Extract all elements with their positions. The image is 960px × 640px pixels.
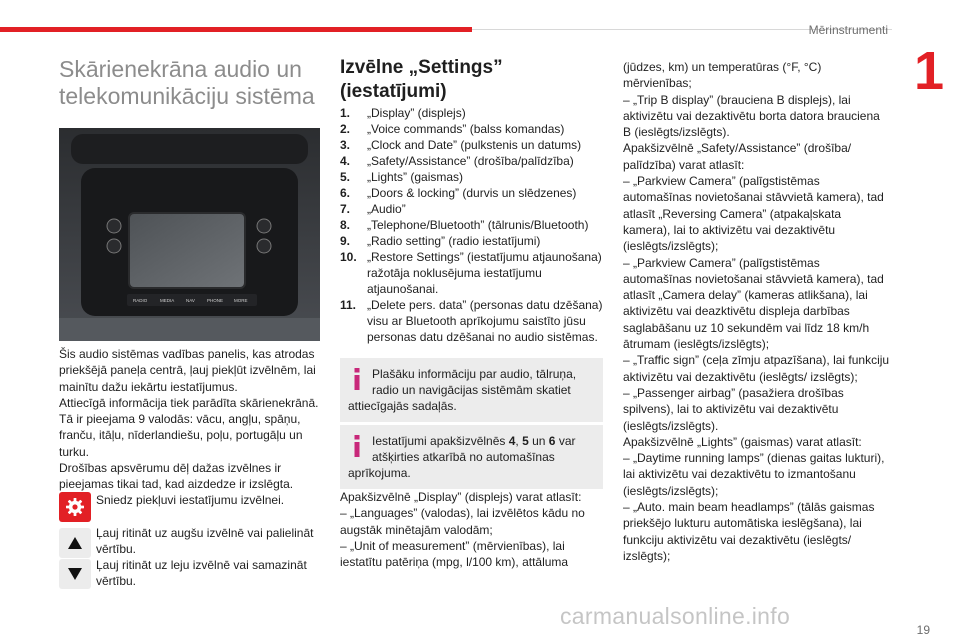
photo-button-more: MORE <box>234 298 248 303</box>
info-box <box>340 358 603 422</box>
section-title: Mērinstrumenti <box>808 23 888 37</box>
audio-panel-photo <box>59 128 320 341</box>
list-item: 5. „Lights” (gaismas) <box>340 170 464 184</box>
body-line: Apakšizvēlnē „Lights” (gaismas) varat atlasīt: <box>623 434 862 449</box>
settings-gear-icon <box>59 492 91 522</box>
left-column-body <box>59 346 329 493</box>
photo-button-nav: NAV <box>186 298 195 303</box>
body-line: – „Parkview Camera” (palīgstistēmas automašīnas novietošanai stāvvietā kamera), tad atlasīt „Reversing Camera” (atpakaļskata kamera), lai to aktivizētu vai dezaktivētu (ieslēgts/izslēgts); <box>623 174 884 254</box>
body-line: – „Daytime running lamps” (dienas gaitas lukturi), lai aktivizētu vai dezaktivētu to izmantošanu (ieslēgts/izslēgts); <box>623 451 885 498</box>
body-line: – „Parkview Camera” (palīgstistēmas automašīnas novietošanai stāvvietā kamera), tad atlasīt „Camera delay” (kameras atlikšana), lai aktivizētu vai deazktivētu displeja darbības saglabāšanu uz 10 sekundēm vai līdz 18 km/h ātrumam (ieslēgts/izslēgts); <box>623 255 884 352</box>
list-item: 1. „Display” (displejs) <box>340 106 466 120</box>
info-text: Plašāku informāciju par audio, tālruņa, radio un navigācijas sistēmām skatiet attiecīgajās sadaļās. <box>348 367 577 413</box>
list-item: 9. „Radio setting” (radio iestatījumi) <box>340 234 541 248</box>
list-item: 2. „Voice commands” (balss komandas) <box>340 122 565 136</box>
info-icon <box>350 435 364 457</box>
icon-item-text: Ļauj ritināt uz leju izvēlnē vai samazināt vērtību. <box>96 558 307 589</box>
body-line: – „Trip B display” (brauciena B displejs), lai aktivizētu vai dezaktivētu borta datora brauciena B (ieslēgts/izslēgts). <box>623 92 880 140</box>
list-item: 4. „Safety/Assistance” (drošība/palīdzība) <box>340 154 574 168</box>
middle-column-title: Izvēlne „Settings” (iestatījumi) <box>340 57 503 102</box>
info-text: Iestatījumi apakšizvēlnēs 4, 5 un 6 var atšķirties atkarībā no automašīnas aprīkojuma. <box>348 434 576 480</box>
page-number: 19 <box>916 623 930 637</box>
settings-menu-list <box>340 105 610 345</box>
photo-button-media: MEDIA <box>160 298 175 303</box>
icon-item-scroll-down <box>59 557 324 590</box>
body-line: – „Traffic sign” (ceļa zīmju atpazīšana), lai funkciju aktivizētu vai dezaktivētu (ieslēgts/ izslēgts); <box>623 353 890 384</box>
list-item: 11. „Delete pers. data” (personas datu dzēšana) visu ar Bluetooth aprīkojumu saistīto jūsu personas datu dzēšanai no audio sistēmas. <box>340 298 603 344</box>
photo-button-radio: RADIO <box>133 298 148 303</box>
list-item: 10. „Restore Settings” (iestatījumu atjaunošana) ražotāja noklusējuma iestatījumu atjaunošanai. <box>340 250 602 296</box>
body-line: – „Languages” (valodas), lai izvēlētos kādu no augstāk minētajām valodām; <box>340 506 585 537</box>
list-item: 3. „Clock and Date” (pulkstenis un datums) <box>340 138 582 152</box>
body-line: – „Unit of measurement” (mērvienības), lai iestatītu patēriņa (mpg, l/100 km), attāluma <box>340 538 569 570</box>
middle-column-body <box>340 489 610 570</box>
body-line: Apakšizvēlnē „Display” (displejs) varat atlasīt: <box>340 490 582 504</box>
arrow-up-icon <box>59 528 91 558</box>
chapter-number: 1 <box>913 41 944 101</box>
icon-item-text: Ļauj ritināt uz augšu izvēlnē vai palielināt vērtību. <box>96 526 314 557</box>
body-line: Apakšizvēlnē „Safety/Assistance” (drošība/ palīdzība) varat atlasīt: <box>623 141 852 172</box>
icon-item-settings <box>59 492 324 522</box>
right-column-body <box>623 59 891 564</box>
info-box <box>340 425 603 489</box>
list-item: 6. „Doors & locking” (durvis un slēdzenes) <box>340 186 577 200</box>
body-paragraph: Drošības apsvērumu dēļ dažas izvēlnes ir pieejamas tikai tad, kad aizdedze ir izslēgta. <box>59 461 294 492</box>
list-item: 8. „Telephone/Bluetooth” (tālrunis/Bluetooth) <box>340 218 589 232</box>
body-line: – „Passenger airbag” (pasažiera drošības spilvens), lai to aktivizētu vai dezaktivētu (ieslēgts/izslēgts). <box>623 385 844 433</box>
body-line: – „Auto. main beam headlamps” (tālās gaismas priekšējo lukturu automātiska ieslēgšana), lai funkciju aktivizētu vai dezaktivētu (ieslēgts/ izslēgts); <box>623 500 875 563</box>
left-column-title: Skārienekrāna audio un telekomunikāciju sistēma <box>59 56 315 109</box>
body-paragraph: Šis audio sistēmas vadības panelis, kas atrodas priekšējā paneļa centrā, ļauj piekļūt izvēlnēm, lai mainītu dažu iekārtu iestatījumus. <box>59 347 316 394</box>
info-icon <box>350 368 364 390</box>
body-paragraph: Tā ir pieejama 9 valodās: vācu, angļu, spāņu, franču, itāļu, nīderlandiešu, poļu, portugāļu un turku. <box>59 412 303 459</box>
watermark: carmanualsonline.info <box>560 603 791 629</box>
icon-item-text: Sniedz piekļuvi iestatījumu izvēlnei. <box>96 493 285 507</box>
photo-button-phone: PHONE <box>207 298 224 303</box>
header-red-bar <box>0 27 472 32</box>
body-line: (jūdzes, km) un temperatūras (°F, °C) mērvienības; <box>623 60 822 91</box>
list-item: 7. „Audio” <box>340 202 406 216</box>
body-paragraph: Attiecīgā informācija tiek parādīta skārienekrānā. <box>59 395 319 410</box>
arrow-down-icon <box>59 559 91 589</box>
icon-item-scroll-up <box>59 525 324 558</box>
